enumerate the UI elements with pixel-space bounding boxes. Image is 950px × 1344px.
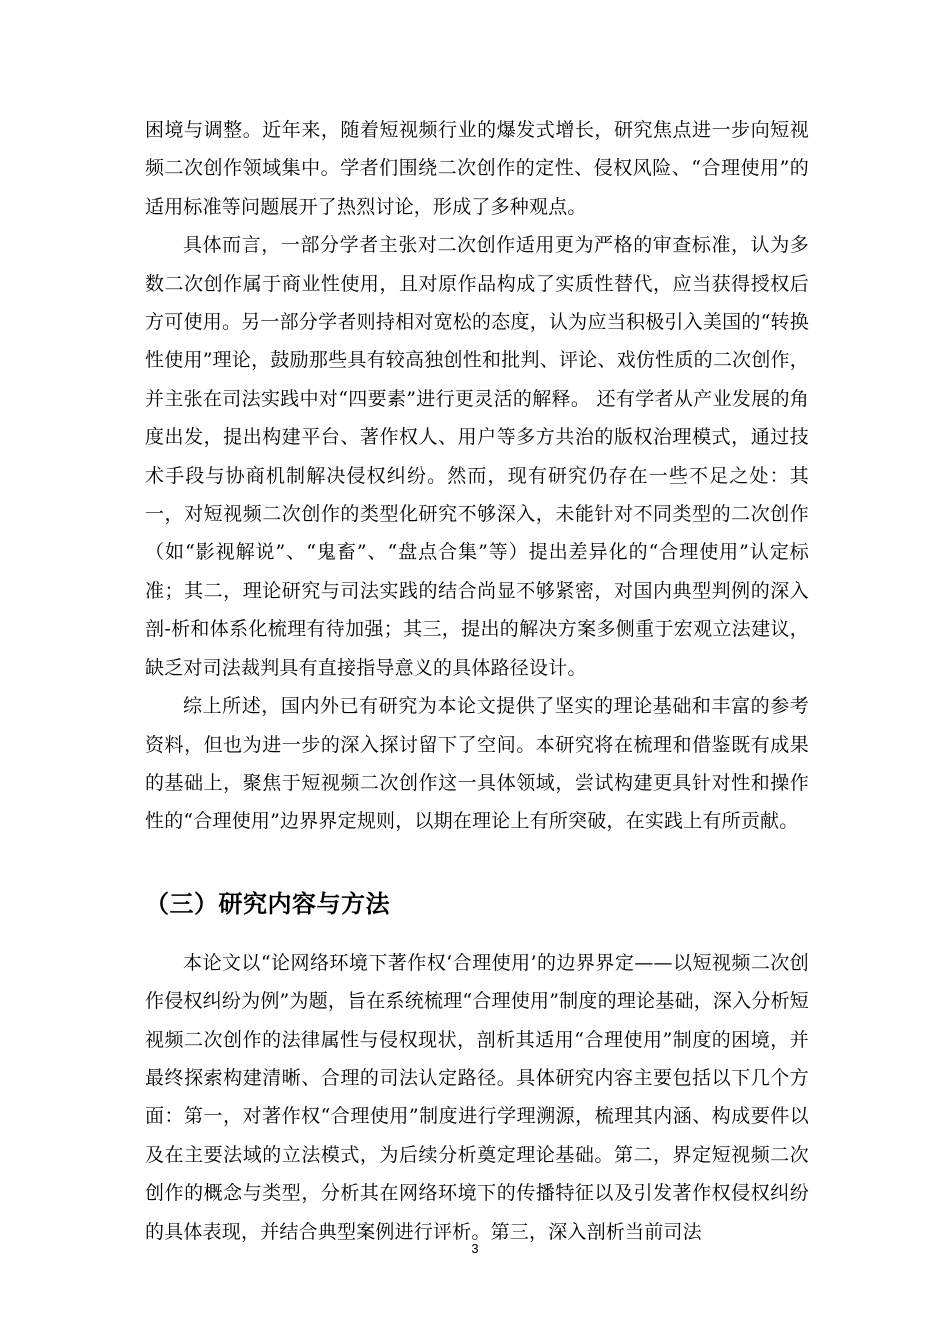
page-body <box>145 111 809 1251</box>
paragraph-research-content: 本论文以“论网络环境下著作权‘合理使用’的边界界定——以短视频二次创作侵权纠纷为例”为题，旨在系统梳理“合理使用”制度的理论基础，深入分析短视频二次创作的法律属性与侵权现状，剖析其适用“合理使用”制度的困境，并最终探索构建清晰、合理的司法认定路径。具体研究内容主要包括以下几个方面：第一，对著作权“合理使用”制度进行学理溯源，梳理其内涵、构成要件以及在主要法域的立法模式，为后续分析奠定理论基础。第二，界定短视频二次创作的概念与类型，分析其在网络环境下的传播特征以及引发著作权侵权纠纷的具体表现，并结合典型案例进行评析。第三，深入剖析当前司法 <box>145 951 809 1243</box>
paragraph-summary: 综上所述，国内外已有研究为本论文提供了坚实的理论基础和丰富的参考资料，但也为进一步的深入探讨留下了空间。本研究将在梳理和借鉴既有成果的基础上，聚焦于短视频二次创作这一具体领域，尝试构建更具针对性和操作性的“合理使用”边界界定规则，以期在理论上有所突破，在实践上有所贡献。 <box>145 695 809 833</box>
page-number: 3 <box>471 1241 479 1256</box>
paragraph-scholar-views: 具体而言，一部分学者主张对二次创作适用更为严格的审查标准，认为多数二次创作属于商业性使用，且对原作品构成了实质性替代，应当获得授权后方可使用。另一部分学者则持相对宽松的态度，认为应当积极引入美国的“转换性使用”理论，鼓励那些具有较高独创性和批判、评论、戏仿性质的二次创作，并主张在司法实践中对“四要素”进行更灵活的解释。 还有学者从产业发展的角度出发，提出构建平台、著作权人、用户等多方共治的版权治理模式，通过技术手段与协商机制解决侵权纠纷。然而，现有研究仍存在一些不足之处：其一，对短视频二次创作的类型化研究不够深入，未能针对不同类型的二次创作（如“影视解说”、“鬼畜”、“盘点合集”等）提出差异化的“合理使用”认定标准；其二，理论研究与司法实践的结合尚显不够紧密，对国内典型判例的深入剖-析和体系化梳理有待加强；其三，提出的解决方案多侧重于宏观立法建议，缺乏对司法裁判具有直接指导意义的具体路径设计。 <box>145 234 809 679</box>
section-heading: （三）研究内容与方法 <box>145 889 390 918</box>
paragraph-continuation: 困境与调整。近年来，随着短视频行业的爆发式增长，研究焦点进一步向短视频二次创作领域集中。学者们围绕二次创作的定性、侵权风险、“合理使用”的适用标准等问题展开了热烈讨论，形成了多种观点。 <box>145 119 809 218</box>
